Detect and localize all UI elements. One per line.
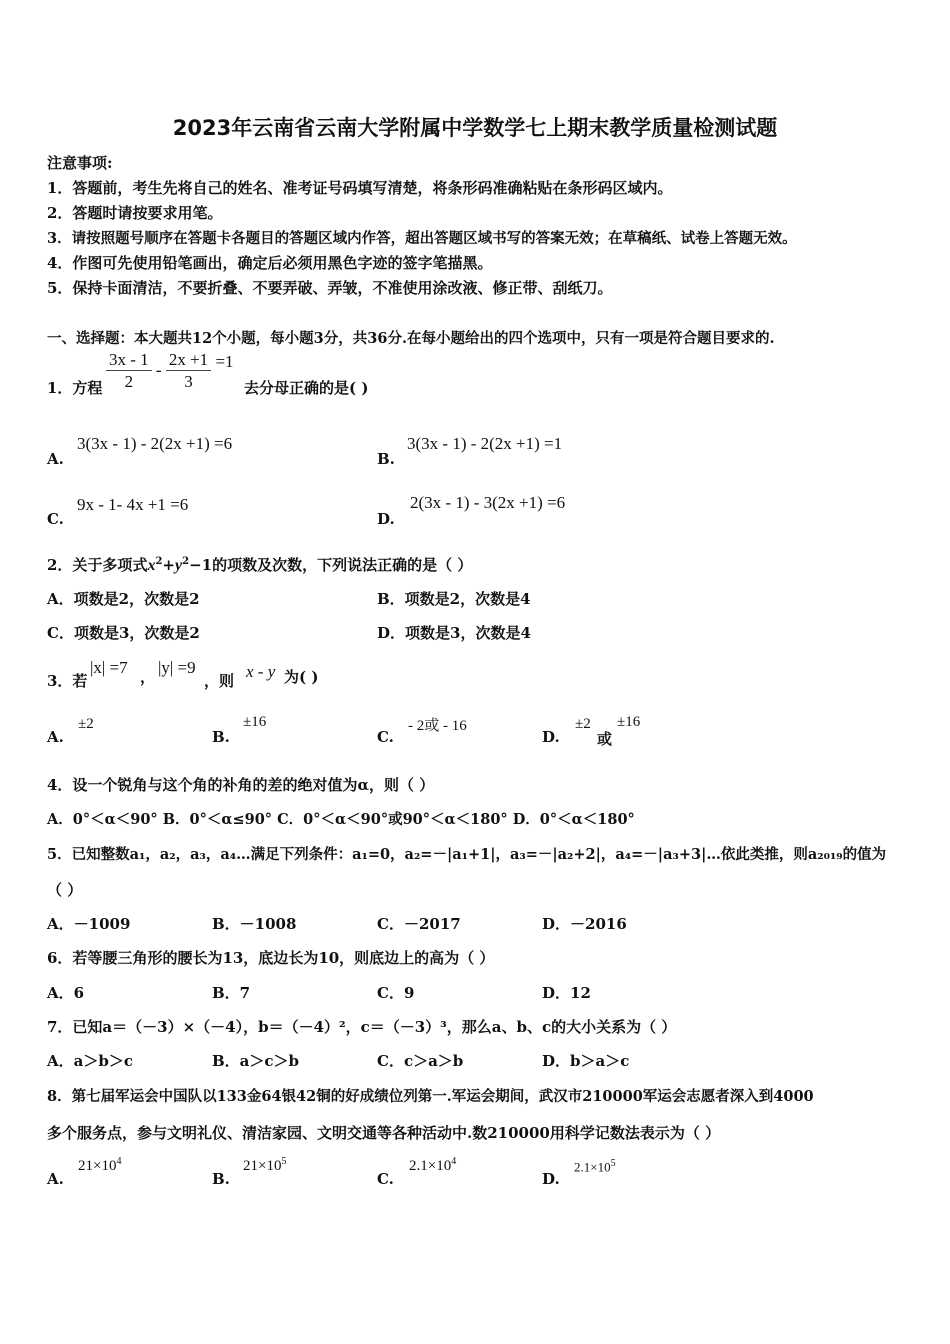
q8-option-d: $2.1\times 10^5$ (574, 1158, 616, 1175)
q6-option-c: C．9 (377, 984, 415, 1002)
q6-option-b: B．7 (212, 984, 251, 1002)
option-label: A. (47, 1170, 64, 1188)
q4-stem: 4．设一个锐角与这个角的补角的差的绝对值为α，则（ ） (47, 776, 435, 794)
option-label: B. (212, 728, 230, 746)
option-label: B. (377, 450, 395, 468)
q8-stem-line-2: 多个服务点，参与文明礼仪、清洁家园、文明交通等各种活动中.数210000用科学记数法表示为（ ） (47, 1124, 721, 1142)
q5-paren: （ ） (47, 881, 83, 899)
notice-heading: 注意事项: (47, 154, 113, 172)
q5-stem: 5．已知整数a₁，a₂，a₃，a₄…满足下列条件：a₁=0，a₂=－|a₁+1|，a₃=－|a₂+2|，a₄=－|a₃+3|…依此类推，则a₂₀₁₉的值为 (47, 846, 887, 863)
q5-option-a: A．－1009 (47, 915, 131, 933)
q3-option-d-or: 或 (597, 730, 613, 748)
q1-option-d: 2(3x - 1) - 3(2x +1) =6 (410, 493, 566, 512)
q6-option-d: D．12 (542, 984, 591, 1002)
q1-suffix: 去分母正确的是( ) (244, 379, 369, 397)
q3-option-a: ±2 (78, 716, 94, 732)
q2-option-a: A．项数是2，次数是2 (47, 590, 200, 608)
q7-option-b: B．a＞c＞b (212, 1052, 300, 1070)
option-label: A. (47, 728, 64, 746)
page-title: 2023年云南省云南大学附属中学数学七上期末教学质量检测试题 (172, 116, 778, 140)
q1-option-a: 3(3x - 1) - 2(2x +1) =6 (77, 434, 233, 453)
q2-option-b: B．项数是2，次数是4 (377, 590, 531, 608)
option-label: A. (47, 450, 64, 468)
q8-option-c: $2.1\times 10^4$ (409, 1156, 457, 1174)
option-label: C. (377, 1170, 394, 1188)
q5-option-c: C．－2017 (377, 915, 461, 933)
notice-item: 5．保持卡面清洁，不要折叠、不要弄破、弄皱，不准使用涂改液、修正带、刮纸刀。 (47, 279, 613, 297)
q3-then: ，则 (204, 672, 235, 690)
q3-option-d-tail: ±16 (617, 714, 641, 730)
q6-option-a: A．6 (47, 984, 85, 1002)
q3-condition-2: |y| =9 (158, 658, 196, 677)
q3-expression: x - y (246, 662, 276, 681)
q7-option-c: C．c＞a＞b (377, 1052, 464, 1070)
q8-option-b: $21\times 10^5$ (243, 1156, 287, 1174)
notice-item: 3．请按照题号顺序在答题卡各题目的答题区域内作答，超出答题区域书写的答案无效；在草稿纸、试卷上答题无效。 (47, 230, 797, 247)
q3-option-d: ±2 (575, 716, 591, 732)
q3-comma: ， (140, 668, 156, 686)
q1-fraction-1: $\frac{3x - 1}{2}$ (106, 350, 152, 393)
option-label: D. (377, 510, 395, 528)
q8-stem-line-1: 8．第七届军运会中国队以133金64银42铜的好成绩位列第一.军运会期间，武汉市210000军运会志愿者深入到4000 (47, 1088, 814, 1105)
q3-option-b: ±16 (243, 714, 267, 730)
q1-option-c: 9x - 1- 4x +1 =6 (77, 495, 189, 514)
q7-stem: 7．已知a＝（－3）×（－4），b＝（－4）²，c＝（－3）³，那么a、b、c的大小关系为（ ） (47, 1018, 677, 1036)
q5-option-d: D．－2016 (542, 915, 627, 933)
q5-option-b: B．－1008 (212, 915, 297, 933)
notice-item: 1．答题前，考生先将自己的姓名、准考证号码填写清楚，将条形码准确粘贴在条形码区域内。 (47, 179, 673, 197)
option-label: B. (212, 1170, 230, 1188)
q1-equation: $\frac{3x - 1}{2}$ - $\frac{2x +1}{3}$ =1 (106, 350, 234, 393)
q6-stem: 6．若等腰三角形的腰长为13，底边长为10，则底边上的高为（ ） (47, 949, 495, 967)
q7-option-a: A．a＞b＞c (47, 1052, 133, 1070)
q4-options: A．0°＜α＜90° B．0°＜α≤90° C．0°＜α＜90°或90°＜α＜180° D．0°＜α＜180° (47, 811, 635, 828)
q2-option-c: C．项数是3，次数是2 (47, 624, 200, 642)
q3-prefix: 3．若 (47, 672, 88, 690)
q1-fraction-2: $\frac{2x +1}{3}$ (166, 350, 211, 393)
q7-option-d: D．b＞a＞c (542, 1052, 630, 1070)
option-label: D. (542, 1170, 560, 1188)
q3-option-c: - 2或 - 16 (408, 718, 467, 734)
q1-option-b: 3(3x - 1) - 2(2x +1) =1 (407, 434, 563, 453)
q2-stem: 2．关于多项式$x^2+y^2-1$的项数及次数，下列说法正确的是（ ） (47, 556, 473, 574)
q3-condition-1: |x| =7 (90, 658, 128, 677)
option-label: C. (377, 728, 394, 746)
q1-prefix: 1．方程 (47, 379, 103, 397)
q3-suffix: 为( ) (284, 668, 319, 686)
notice-item: 4．作图可先使用铅笔画出，确定后必须用黑色字迹的签字笔描黑。 (47, 254, 493, 272)
q8-option-a: $21\times 10^4$ (78, 1156, 122, 1174)
notice-item: 2．答题时请按要求用笔。 (47, 204, 223, 222)
option-label: C. (47, 510, 64, 528)
section-heading: 一、选择题：本大题共12个小题，每小题3分，共36分.在每小题给出的四个选项中，只有一项是符合题目要求的. (47, 330, 775, 347)
option-label: D. (542, 728, 560, 746)
q2-option-d: D．项数是3，次数是4 (377, 624, 531, 642)
